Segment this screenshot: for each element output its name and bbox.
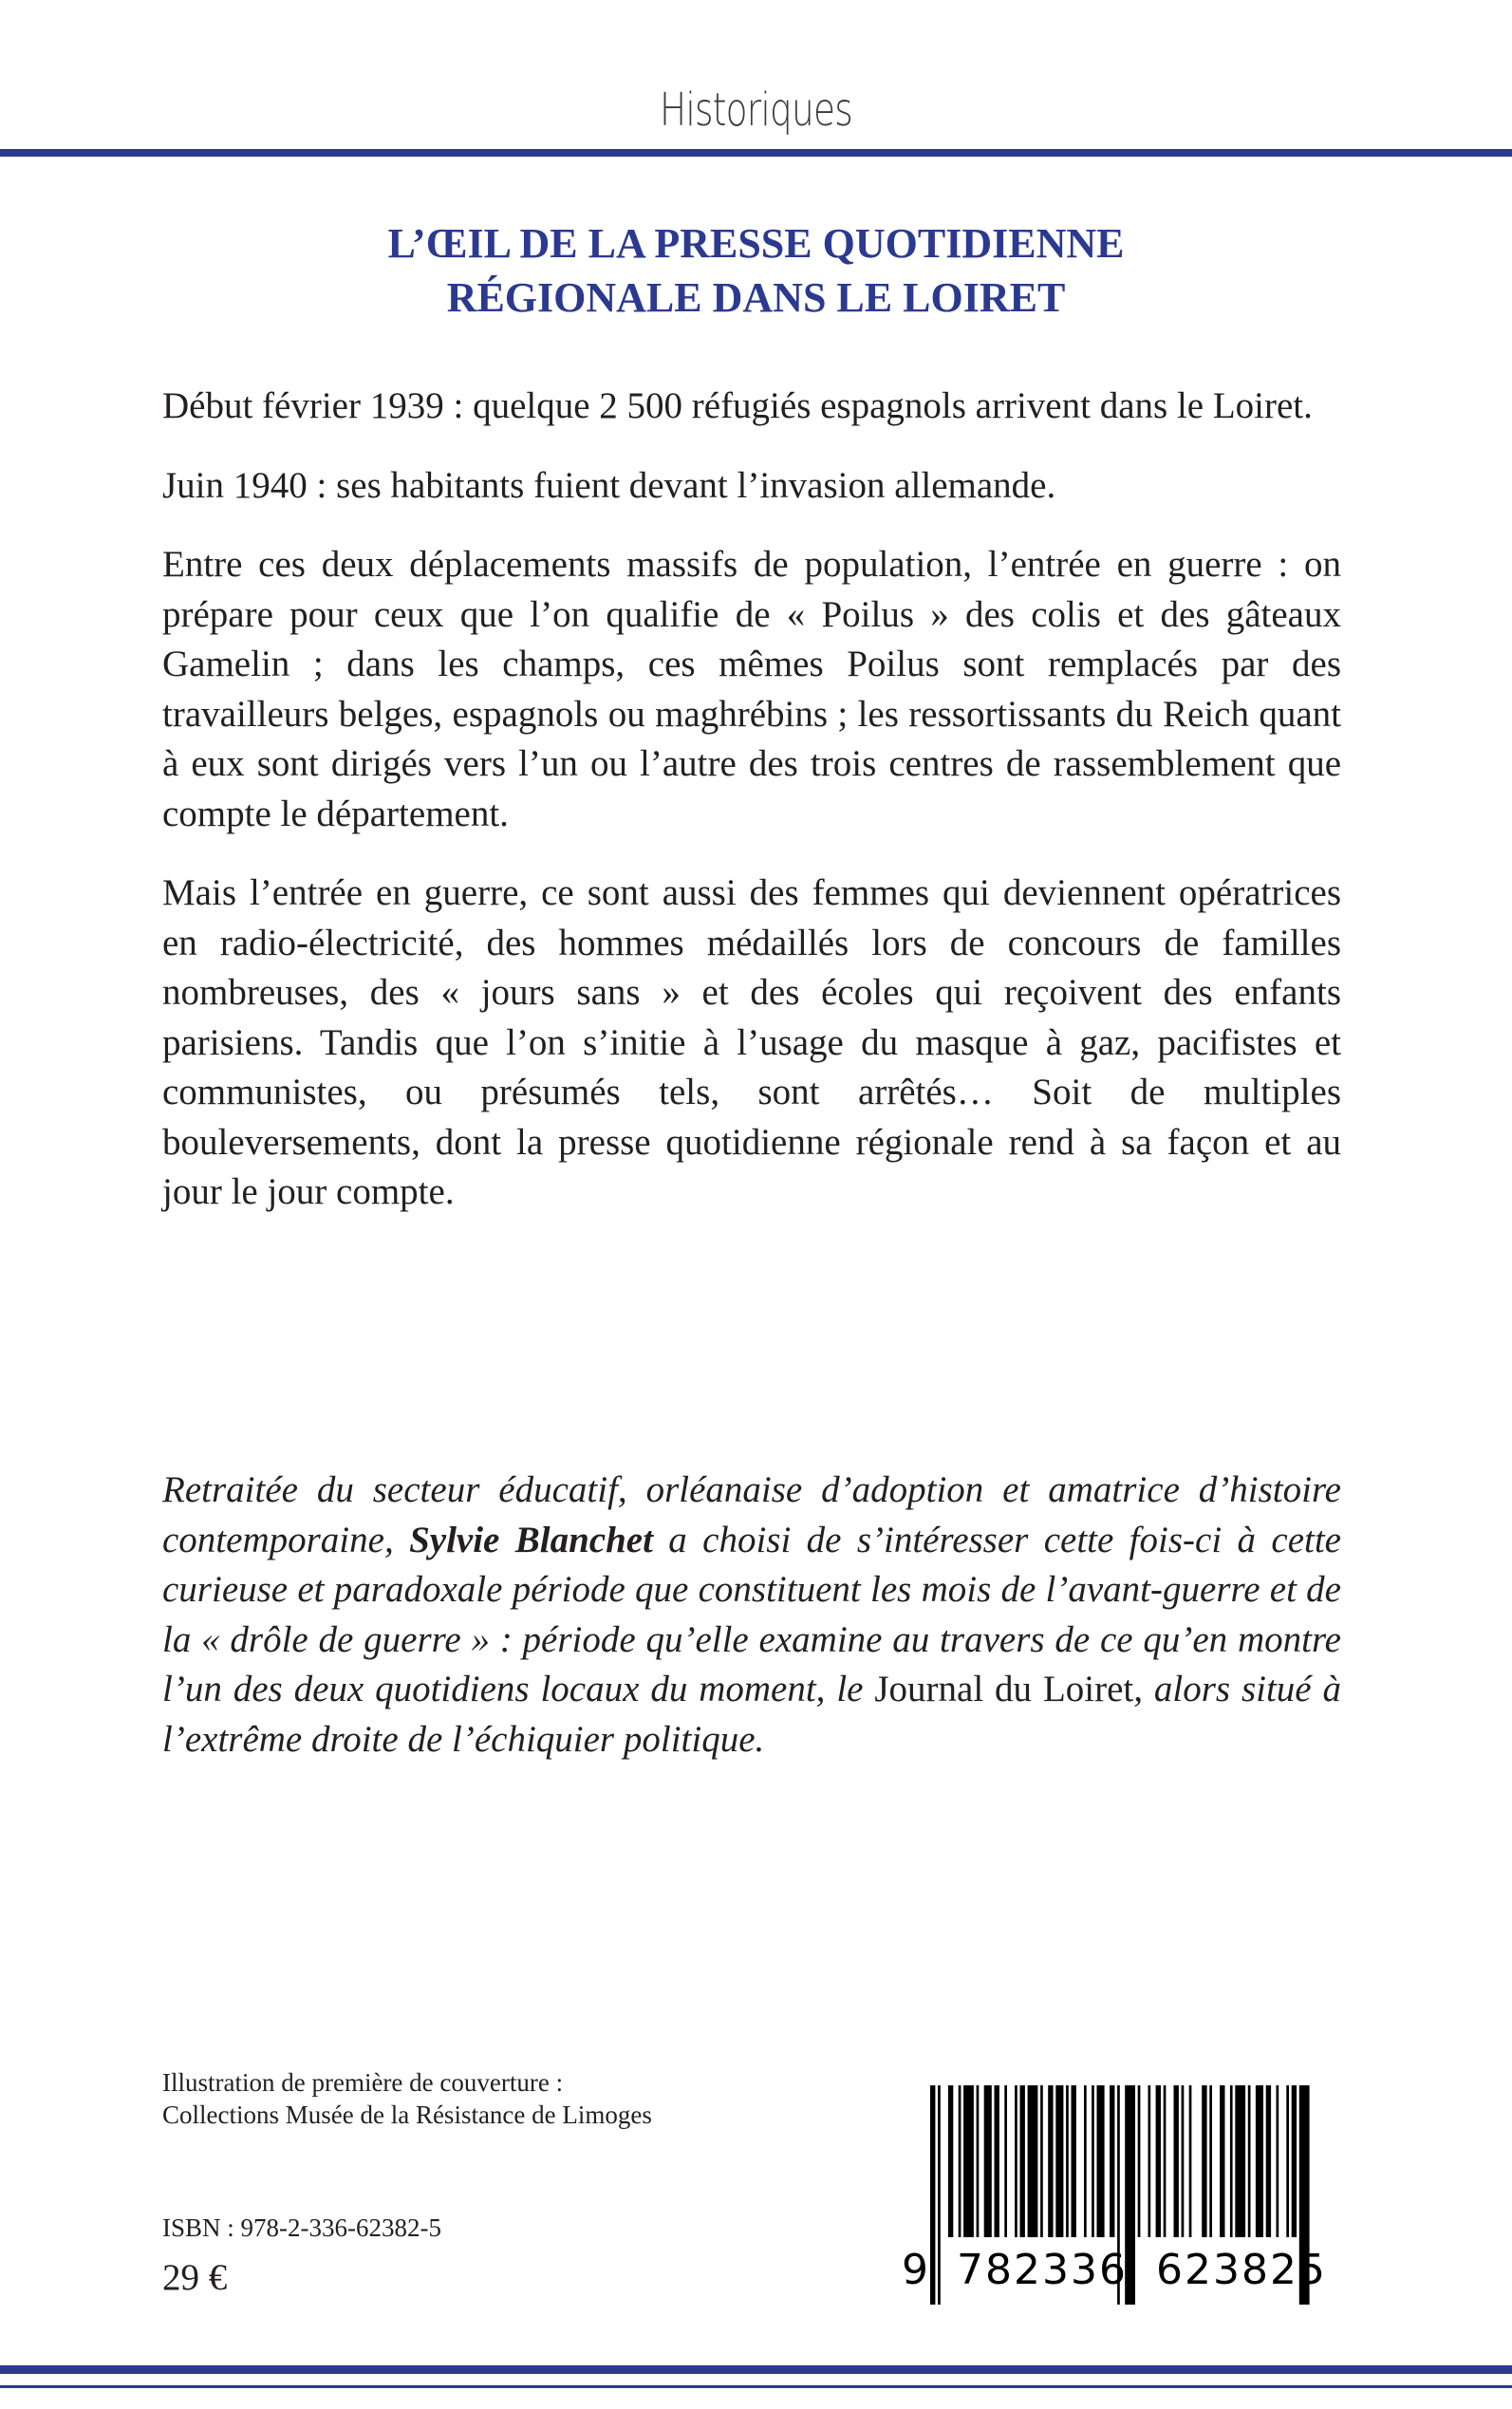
bio-text: Retraitée du secteur éducatif, orléanaise d’adoption et amatrice d’histoire contemporaine, bbox=[162, 1469, 1341, 1560]
blurb bbox=[162, 382, 1341, 1247]
barcode-left-digits: 782336 bbox=[957, 2246, 1128, 2294]
credits-line-1: Illustration de première de couverture : bbox=[162, 2068, 564, 2097]
isbn: ISBN : 978-2-336-62382-5 bbox=[162, 2213, 441, 2242]
credits-line-2: Collections Musée de la Résistance de Limoges bbox=[162, 2101, 652, 2129]
bio-text: a choisi de s’intéresser cette fois-ci à cette curieuse et paradoxale période que constituent les mois de l’avant-guerre et de la « drôle de guerre » : période qu’elle examine au travers de ce qu’en montre l’un des deux quotidiens locaux du moment, le bbox=[162, 1519, 1341, 1709]
bio-text: , alors situé à l’extrême droite de l’échiquier politique. bbox=[162, 1669, 1342, 1760]
blurb-paragraph: Début février 1939 : quelque 2 500 réfugiés espagnols arrivent dans le Loiret. bbox=[162, 385, 1313, 426]
barcode-digits bbox=[902, 2238, 1329, 2305]
book-title bbox=[0, 216, 1512, 325]
top-rule bbox=[0, 149, 1512, 157]
bottom-rule bbox=[0, 2365, 1512, 2374]
series-name: Historiques bbox=[660, 84, 852, 137]
title-line-1: L’ŒIL DE LA PRESSE QUOTIDIENNE bbox=[387, 220, 1125, 267]
bottom-rule-thin bbox=[0, 2385, 1512, 2388]
barcode-first-digit: 9 bbox=[902, 2246, 928, 2294]
blurb-paragraph: Juin 1940 : ses habitants fuient devant l’invasion allemande. bbox=[162, 464, 1056, 506]
cover-credits bbox=[162, 2066, 827, 2131]
journal-name: Journal du Loiret bbox=[874, 1669, 1134, 1709]
author-bio bbox=[162, 1466, 1341, 1765]
author-name: Sylvie Blanchet bbox=[409, 1519, 653, 1560]
blurb-paragraph: Entre ces deux déplacements massifs de population, l’entrée en guerre : on prépare pour ceux que l’on qualifie de « Poilus » des colis et des gâteaux Gamelin ; dans les champs, ces mêmes Poilus sont remplacés par des travailleurs belges, espagnols ou maghrébins ; les ressortissants du Reich quant à eux sont dirigés vers l’un ou l’autre des trois centres de rassemblement que compte le département. bbox=[162, 544, 1341, 834]
title-line-2: RÉGIONALE DANS LE LOIRET bbox=[446, 274, 1066, 321]
barcode-right-digits: 623825 bbox=[1156, 2246, 1327, 2294]
blurb-paragraph: Mais l’entrée en guerre, ce sont aussi des femmes qui deviennent opératrices en radio-électricité, des hommes médaillés lors de concours de familles nombreuses, des « jours sans » et des écoles qui reçoivent des enfants parisiens. Tandis que l’on s’initie à l’usage du masque à gaz, pacifistes et communistes, ou présumés tels, sont arrêtés… Soit de multiples bouleversements, dont la presse quotidienne régionale rend à sa façon et au jour le jour compte. bbox=[162, 872, 1341, 1212]
price: 29 € bbox=[162, 2257, 228, 2298]
